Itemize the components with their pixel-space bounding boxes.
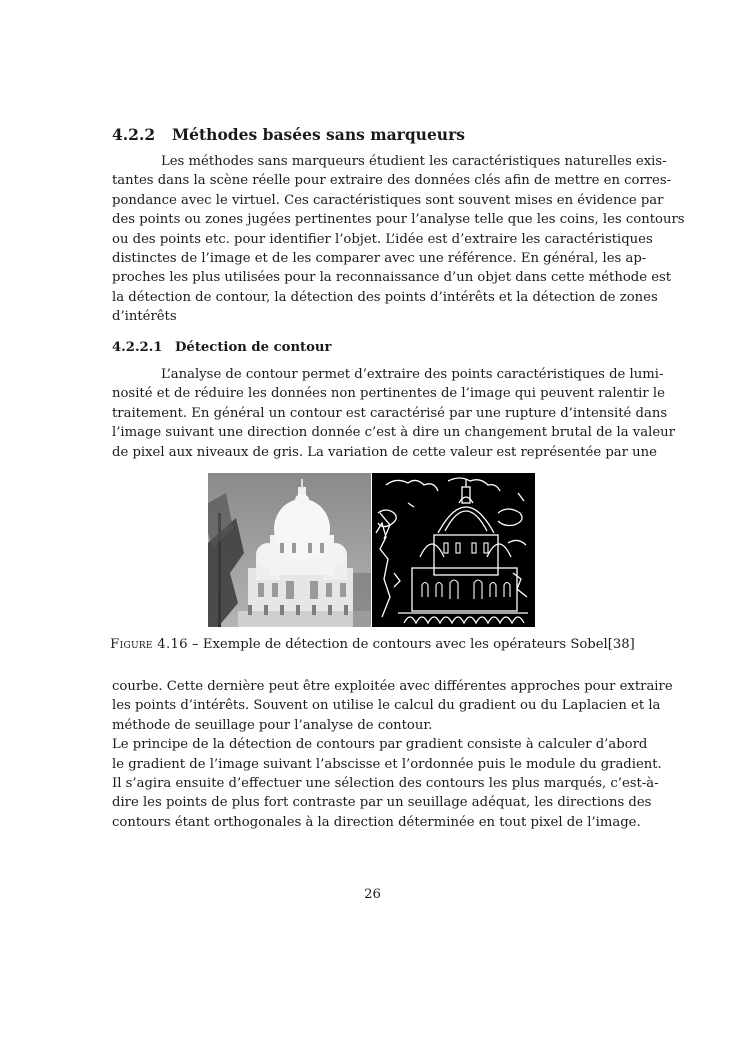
text-line: L’analyse de contour permet d’extraire des points caractéristiques de lumi-: [161, 367, 664, 382]
original-photo: [208, 473, 371, 627]
text-line: Il s’agira ensuite d’effectuer une sélection des contours les plus marqués, c’est-à-: [112, 776, 659, 791]
subsection-title: Détection de contour: [175, 340, 332, 355]
text-line: dire les points de plus fort contraste par un seuillage adéquat, les directions des: [112, 795, 652, 811]
text-line: méthode de seuillage pour l’analyse de contour.: [112, 717, 433, 733]
text-line: ou des points etc. pour identifier l’objet. L’idée est d’extraire les caractéristiques: [112, 231, 653, 247]
text-line: distinctes de l’image et de les comparer avec une référence. En général, les ap-: [112, 251, 647, 266]
text-line: pondance avec le virtuel. Ces caractéristiques sont souvent mises en évidence par: [112, 192, 664, 208]
page-number: 26: [364, 887, 381, 902]
text-line: d’intérêts: [112, 309, 177, 325]
subsection-number: 4.2.2.1: [112, 340, 163, 355]
text-line: courbe. Cette dernière peut être exploitée avec différentes approches pour extraire: [112, 679, 673, 694]
text-line: de pixel aux niveaux de gris. La variation de cette valeur est représentée par une: [112, 444, 657, 460]
figure-label: Figure 4.16: [110, 637, 188, 652]
text-line: traitement. En général un contour est caractérisé par une rupture d’intensité dans: [112, 405, 668, 421]
figure-caption: [0, 637, 745, 652]
text-line: contours étant orthogonales à la direction déterminée en tout pixel de l’image.: [112, 814, 641, 830]
text-line: le gradient de l’image suivant l’abscisse et l’ordonnée puis le module du gradient.: [112, 756, 662, 772]
text-line: Les méthodes sans marqueurs étudient les caractéristiques naturelles exis-: [161, 154, 667, 169]
text-line: l’image suivant une direction donnée c’est à dire un changement brutal de la valeur: [112, 425, 675, 441]
text-line: nosité et de réduire les données non pertinentes de l’image qui peuvent ralentir le: [112, 386, 665, 402]
subsection-heading: [112, 340, 331, 355]
text-line: Le principe de la détection de contours par gradient consiste à calculer d’abord: [112, 737, 648, 753]
section-title: Méthodes basées sans marqueurs: [172, 125, 465, 144]
text-line: des points ou zones jugées pertinentes pour l’analyse telle que les coins, les contours: [112, 212, 685, 228]
edge-detected-photo: [372, 473, 535, 627]
figure-image: [208, 473, 535, 627]
text-line: les points d’intérêts. Souvent on utilise le calcul du gradient ou du Laplacien et la: [112, 698, 661, 714]
figure-separator: –: [187, 637, 203, 652]
section-heading: [112, 125, 465, 144]
text-line: tantes dans la scène réelle pour extraire des données clés afin de mettre en corres-: [112, 173, 672, 189]
text-line: la détection de contour, la détection des points d’intérêts et la détection de zones: [112, 289, 658, 305]
figure-caption-text: Exemple de détection de contours avec les opérateurs Sobel[38]: [202, 637, 635, 652]
section-number: 4.2.2: [112, 125, 156, 144]
text-line: proches les plus utilisées pour la reconnaissance d’un objet dans cette méthode est: [112, 270, 672, 286]
